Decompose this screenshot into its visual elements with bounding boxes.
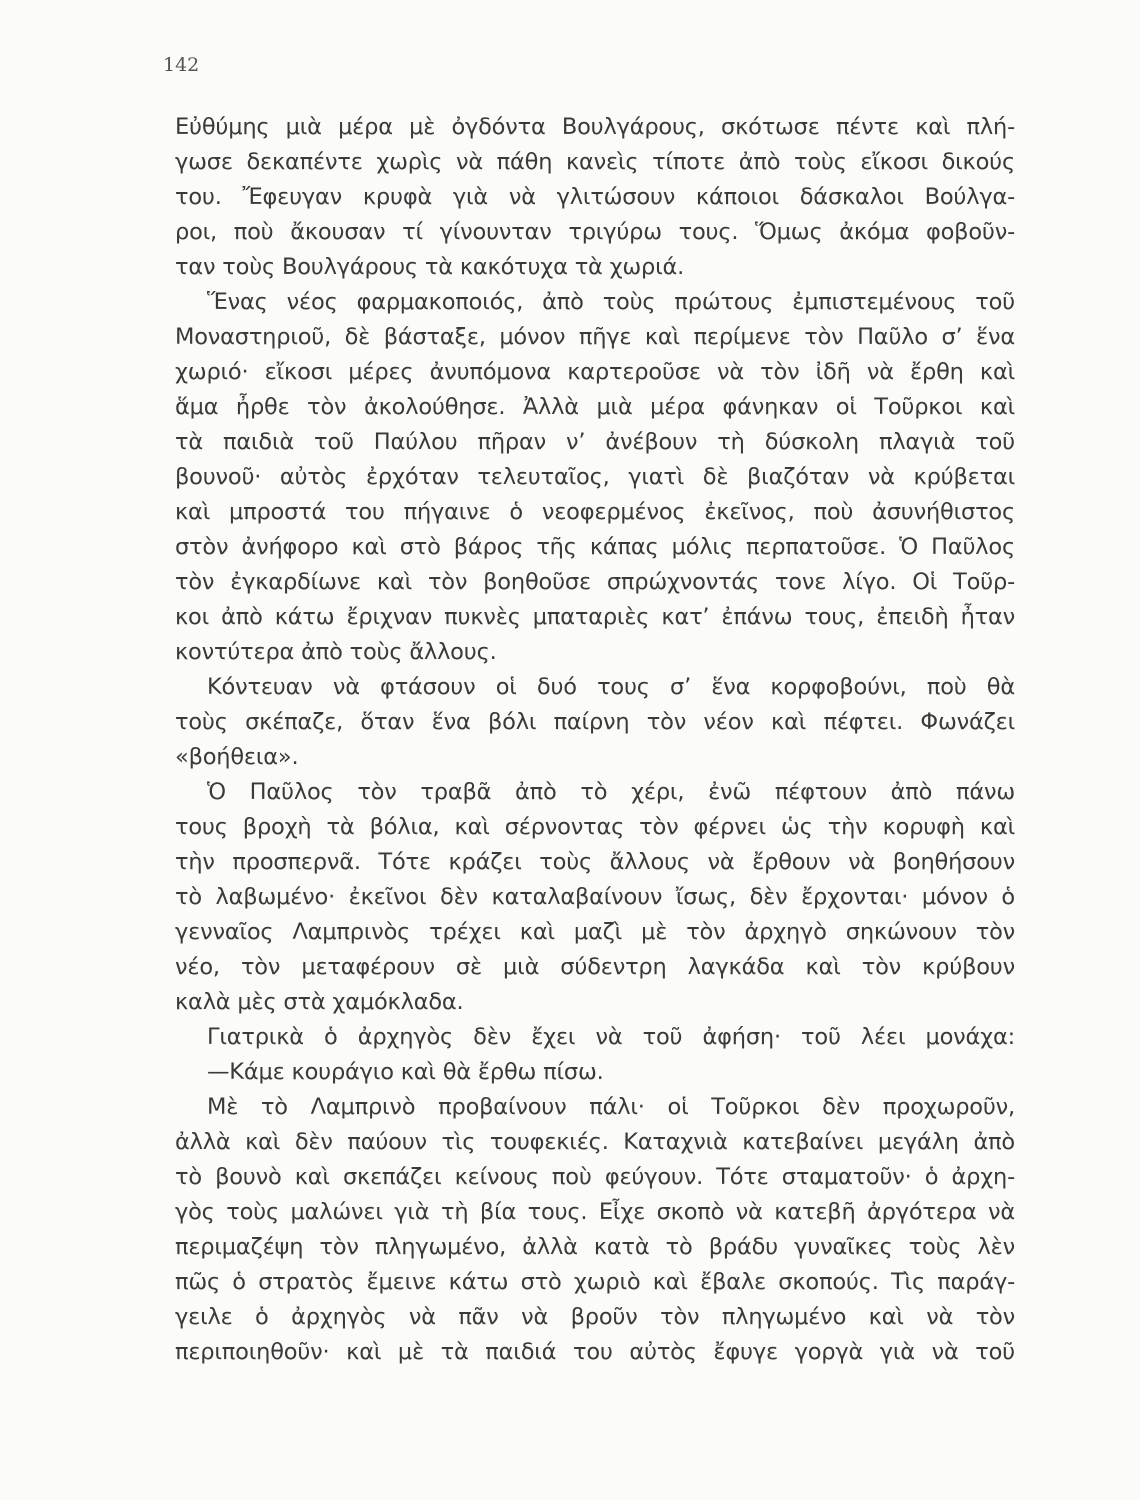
text-line: τὸ λαβωμένο· ἐκεῖνοι δὲν καταλαβαίνουν ἴσως, δὲν ἔρχονται· μόνον ὁ [175,884,1015,910]
text-line: τοὺς σκέπαζε, ὅταν ἕνα βόλι παίρνη τὸν νέον καὶ πέφτει. Φωνάζει [175,709,1015,735]
text-line: γωσε δεκαπέντε χωρὶς νὰ πάθη κανεὶς τίποτε ἀπὸ τοὺς εἴκοσι δικούς [175,149,1015,175]
text-line: Κόντευαν νὰ φτάσουν οἱ δυό τους σ’ ἕνα κορφοβούνι, ποὺ θὰ [207,674,1015,700]
text-line: Μοναστηριοῦ, δὲ βάσταξε, μόνον πῆγε καὶ περίμενε τὸν Παῦλο σ’ ἕνα [175,324,1015,350]
text-line: τὸν ἐγκαρδίωνε καὶ τὸν βοηθοῦσε σπρώχνοντάς τονε λίγο. Οἱ Τοῦρ- [175,569,1015,595]
page-number: 142 [163,54,200,76]
text-line: πῶς ὁ στρατὸς ἔμεινε κάτω στὸ χωριὸ καὶ ἔβαλε σκοπούς. Τὶς παράγ- [175,1269,1015,1295]
text-line: τὴν προσπερνᾶ. Τότε κράζει τοὺς ἄλλους νὰ ἔρθουν νὰ βοηθήσουν [175,849,1015,875]
text-line: βουνοῦ· αὐτὸς ἐρχόταν τελευταῖος, γιατὶ δὲ βιαζόταν νὰ κρύβεται [175,464,1015,490]
text-line: Ἕνας νέος φαρμακοποιός, ἀπὸ τοὺς πρώτους ἐμπιστεμένους τοῦ [207,289,1015,315]
text-line: καλὰ μὲς στὰ χαμόκλαδα. [175,989,464,1015]
text-line: Εὐθύμης μιὰ μέρα μὲ ὀγδόντα Βουλγάρους, σκότωσε πέντε καὶ πλή- [175,114,1015,140]
text-line: ἀλλὰ καὶ δὲν παύουν τὶς τουφεκιές. Καταχνιὰ κατεβαίνει μεγάλη ἀπὸ [175,1129,1015,1155]
text-line: περιμαζέψη τὸν πληγωμένο, ἀλλὰ κατὰ τὸ βράδυ γυναῖκες τοὺς λὲν [175,1234,1015,1260]
text-line: περιποιηθοῦν· καὶ μὲ τὰ παιδιά του αὐτὸς ἔφυγε γοργὰ γιὰ νὰ τοῦ [175,1339,1015,1365]
text-line: —Κάμε κουράγιο καὶ θὰ ἔρθω πίσω. [207,1059,604,1085]
text-line: τους βροχὴ τὰ βόλια, καὶ σέρνοντας τὸν φέρνει ὡς τὴν κορυφὴ καὶ [175,814,1015,840]
text-line: γὸς τοὺς μαλώνει γιὰ τὴ βία τους. Εἶχε σκοπὸ νὰ κατεβῆ ἀργότερα νὰ [175,1199,1015,1225]
text-line: ἅμα ἦρθε τὸν ἀκολούθησε. Ἀλλὰ μιὰ μέρα φάνηκαν οἱ Τοῦρκοι καὶ [175,394,1015,420]
text-line: νέο, τὸν μεταφέρουν σὲ μιὰ σύδεντρη λαγκάδα καὶ τὸν κρύβουν [175,954,1015,980]
text-line: στὸν ἀνήφορο καὶ στὸ βάρος τῆς κάπας μόλις περπατοῦσε. Ὁ Παῦλος [175,534,1015,560]
text-line: χωριό· εἴκοσι μέρες ἀνυπόμονα καρτεροῦσε νὰ τὸν ἰδῆ νὰ ἔρθη καὶ [175,359,1015,385]
text-line: ταν τοὺς Βουλγάρους τὰ κακότυχα τὰ χωριά. [175,254,685,280]
text-line: τὸ βουνὸ καὶ σκεπάζει κείνους ποὺ φεύγουν. Τότε σταματοῦν· ὁ ἀρχη- [175,1164,1015,1190]
text-line: Γιατρικὰ ὁ ἀρχηγὸς δὲν ἔχει νὰ τοῦ ἀφήση· τοῦ λέει μονάχα: [207,1024,1015,1050]
text-line: Μὲ τὸ Λαμπρινὸ προβαίνουν πάλι· οἱ Τοῦρκοι δὲν προχωροῦν, [207,1094,1015,1120]
text-line: γενναῖος Λαμπρινὸς τρέχει καὶ μαζὶ μὲ τὸν ἀρχηγὸ σηκώνουν τὸν [175,919,1015,945]
body-text [175,110,1015,1370]
text-line: κοι ἀπὸ κάτω ἔριχναν πυκνὲς μπαταριὲς κατ’ ἐπάνω τους, ἐπειδὴ ἦταν [175,604,1015,630]
text-line: καὶ μπροστά του πήγαινε ὁ νεοφερμένος ἐκεῖνος, ποὺ ἀσυνήθιστος [175,499,1015,525]
text-line: τὰ παιδιὰ τοῦ Παύλου πῆραν ν’ ἀνέβουν τὴ δύσκολη πλαγιὰ τοῦ [175,429,1015,455]
text-line: Ὁ Παῦλος τὸν τραβᾶ ἀπὸ τὸ χέρι, ἐνῶ πέφτουν ἀπὸ πάνω [207,779,1015,805]
text-line: κοντύτερα ἀπὸ τοὺς ἄλλους. [175,639,497,665]
text-line: γειλε ὁ ἀρχηγὸς νὰ πᾶν νὰ βροῦν τὸν πληγωμένο καὶ νὰ τὸν [175,1304,1015,1330]
text-line: «βοήθεια». [175,744,299,770]
text-line: ροι, ποὺ ἄκουσαν τί γίνουνταν τριγύρω τους. Ὅμως ἀκόμα φοβοῦν- [175,219,1015,245]
text-line: του. Ἔφευγαν κρυφὰ γιὰ νὰ γλιτώσουν κάποιοι δάσκαλοι Βούλγα- [175,184,1015,210]
